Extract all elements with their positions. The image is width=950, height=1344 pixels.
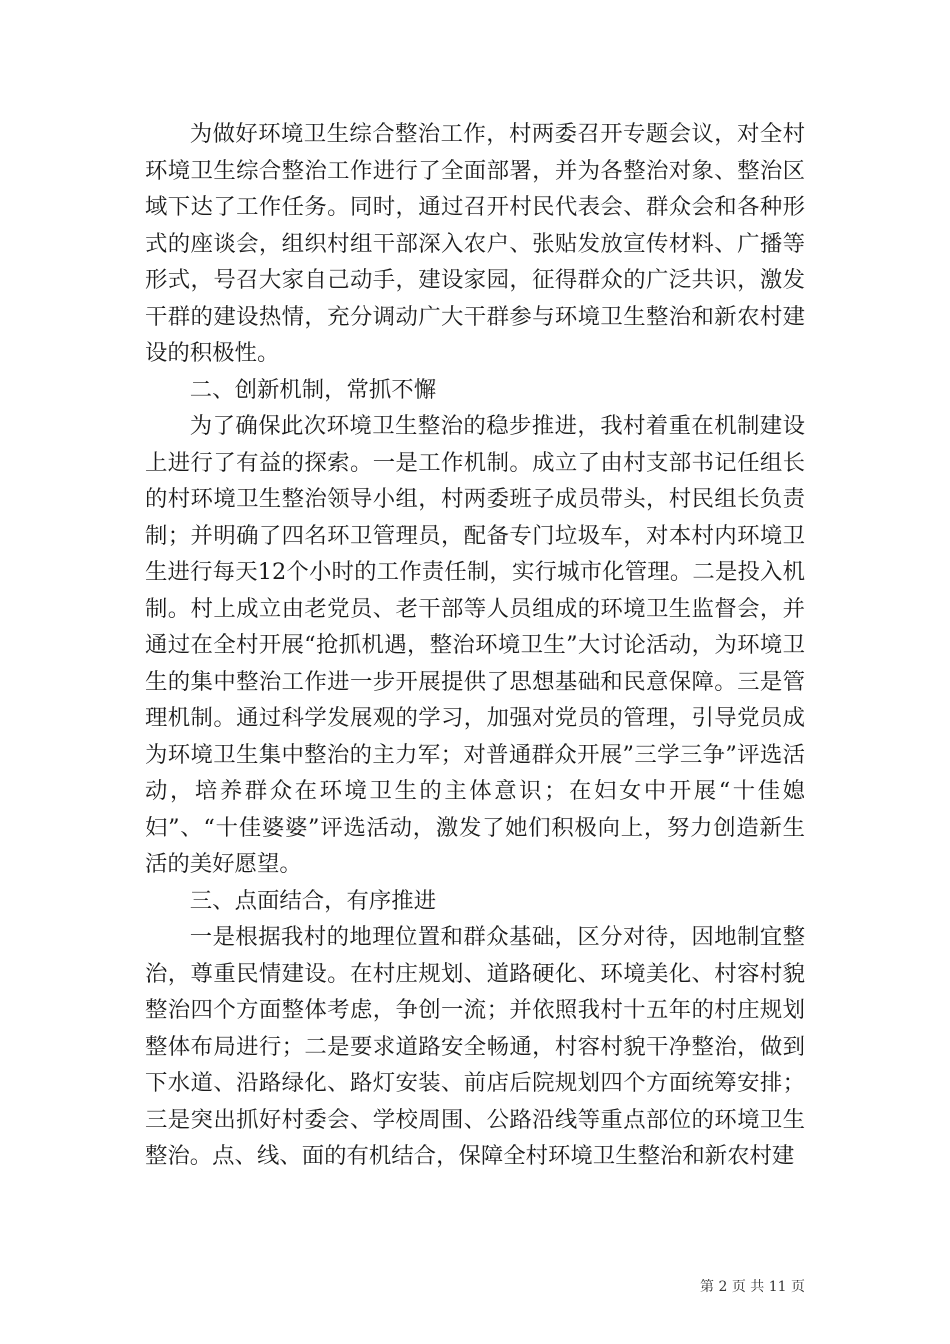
document-body (145, 116, 805, 1175)
page-number-footer: 第 2 页 共 11 页 (700, 1279, 805, 1295)
paragraph-intro: 为做好环境卫生综合整治工作，村两委召开专题会议，对全村环境卫生综合整治工作进行了全面部署，并为各整治对象、整治区域下达了工作任务。同时，通过召开村民代表会、群众会和各种形式的座谈会，组织村组干部深入农户、张贴发放宣传材料、广播等形式，号召大家自己动手，建设家园，征得群众的广泛共识，激发干群的建设热情，充分调动广大干群参与环境卫生整治和新农村建设的积极性。 (145, 121, 805, 366)
section-heading-3: 三、点面结合，有序推进 (189, 887, 437, 914)
paragraph-point-area: 一是根据我村的地理位置和群众基础，区分对待，因地制宜整治，尊重民情建设。在村庄规划、道路硬化、环境美化、村容村貌整治四个方面整体考虑，争创一流；并依照我村十五年的村庄规划整体布局进行；二是要求道路安全畅通，村容村貌干净整治，做到下水道、沿路绿化、路灯安装、前店后院规划四个方面统筹安排；三是突出抓好村委会、学校周围、公路沿线等重点部位的环境卫生整治。点、线、面的有机结合，保障全村环境卫生整治和新农村建 (145, 924, 805, 1169)
paragraph-mechanism: 为了确保此次环境卫生整治的稳步推进，我村着重在机制建设上进行了有益的探索。一是工作机制。成立了由村支部书记任组长的村环境卫生整治领导小组，村两委班子成员带头，村民组长负责制；并明确了四名环卫管理员，配备专门垃圾车，对本村内环境卫生进行每天12个小时的工作责任制，实行城市化管理。二是投入机制。村上成立由老党员、老干部等人员组成的环境卫生监督会，并通过在全村开展“抢抓机遇，整治环境卫生”大讨论活动，为环境卫生的集中整治工作进一步开展提供了思想基础和民意保障。三是管理机制。通过科学发展观的学习，加强对党员的管理，引导党员成为环境卫生集中整治的主力军；对普通群众开展”三学三争”评选活动，培养群众在环境卫生的主体意识；在妇女中开展“十佳媳妇”、“十佳婆婆”评选活动，激发了她们积极向上，努力创造新生活的美好愿望。 (145, 413, 805, 877)
section-heading-2: 二、创新机制，常抓不懈 (189, 376, 437, 403)
